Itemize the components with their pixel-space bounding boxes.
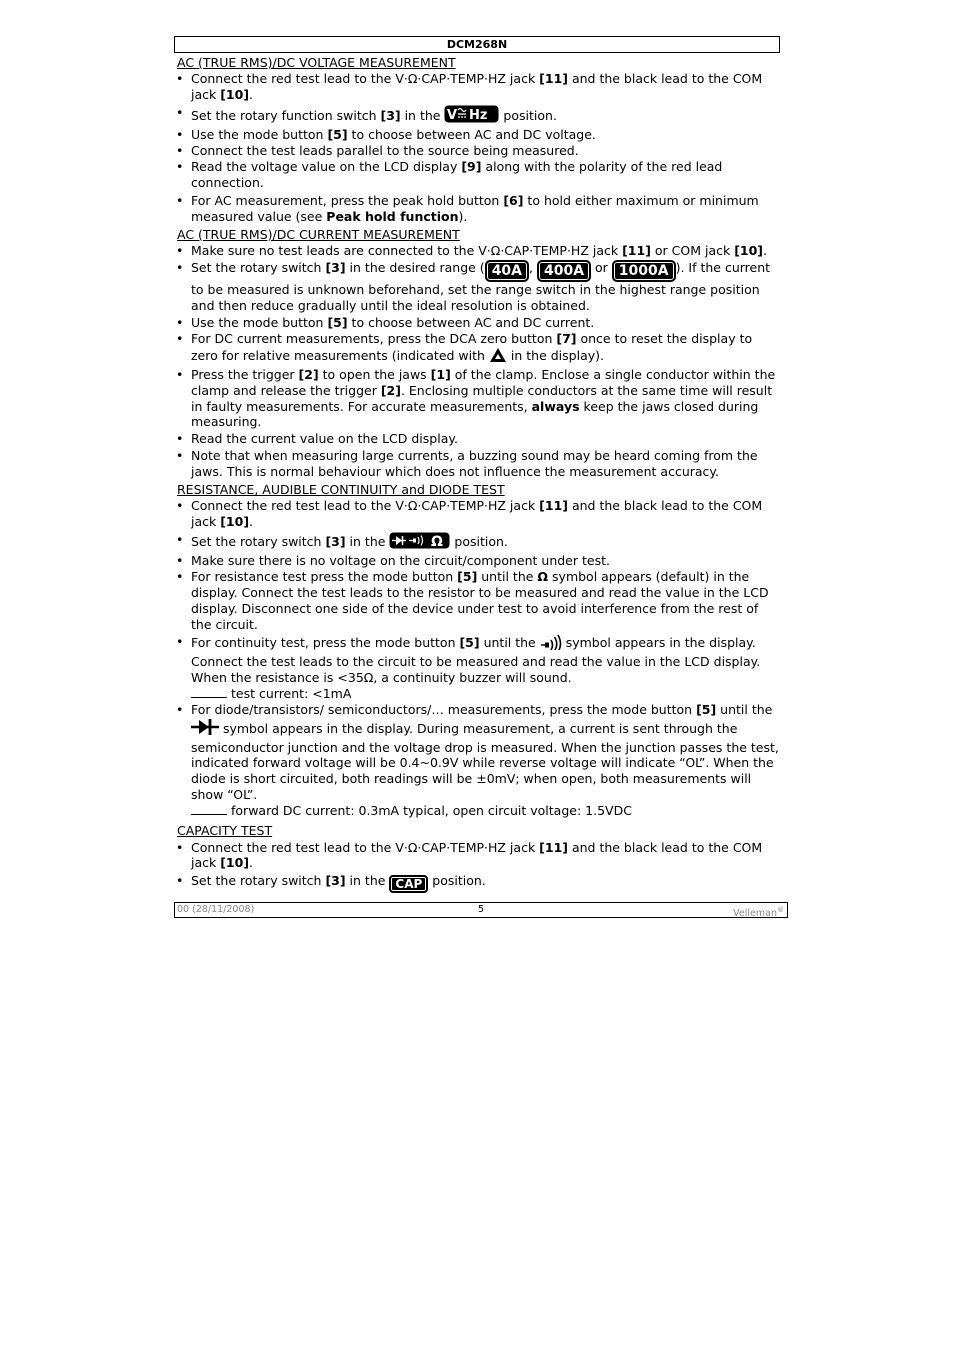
list-item: • Connect the test leads parallel to the source being measured. bbox=[174, 143, 780, 159]
capacity-steps bbox=[174, 840, 780, 894]
manual-page bbox=[174, 36, 780, 894]
section-title-voltage: AC (TRUE RMS)/DC VOLTAGE MEASUREMENT bbox=[177, 55, 456, 70]
svg-text:Ω: Ω bbox=[431, 533, 444, 549]
section-title-capacity: CAPACITY TEST bbox=[177, 822, 273, 838]
continuity-note: test current: <1mA bbox=[191, 686, 780, 702]
diode-icon bbox=[191, 718, 219, 740]
resistance-steps bbox=[174, 498, 780, 819]
list-item: • For diode/transistors/ semiconductors/… measurements, press the mode button [5] until the symbol appears in the display. During measurement, a current is sent through the semiconductor junction and the voltage drop is measured. When the junction passes the test, indicated forward voltage will be 0.4~0.9V while reverse voltage will indicate “OL”. When the diode is short circuited, both readings will be ±0mV; when open, both measurements will show “OL”. forward DC current: 0.3mA typical, open circuit voltage: 1.5VDC bbox=[174, 702, 780, 819]
list-item: • Set the rotary function switch [3] in the V Hz position. bbox=[174, 105, 780, 127]
list-item: • Note that when measuring large currents, a buzzing sound may be heard coming from the jaws. This is normal behaviour which does not influence the measurement accuracy. bbox=[174, 448, 780, 480]
list-item: • For DC current measurements, press the DCA zero button [7] once to reset the display to zero for relative measurements (indicated with in the display). bbox=[174, 331, 780, 367]
range-40a-icon: 40A bbox=[485, 260, 529, 282]
list-item: • Make sure no test leads are connected to the V·Ω·CAP·TEMP·HZ jack [11] or COM jack [10]. bbox=[174, 243, 780, 259]
page-number: 5 bbox=[477, 904, 485, 915]
section-title-resistance: RESISTANCE, AUDIBLE CONTINUITY and DIODE TEST bbox=[177, 482, 505, 498]
diode-note: forward DC current: 0.3mA typical, open circuit voltage: 1.5VDC bbox=[191, 803, 780, 819]
blank-line bbox=[191, 686, 227, 698]
page-footer bbox=[174, 902, 788, 918]
range-1000a-icon: 1000A bbox=[612, 260, 676, 282]
model-name: DCM268N bbox=[446, 38, 508, 51]
range-400a-icon: 400A bbox=[537, 260, 591, 282]
version-date: 00 (28/11/2008) bbox=[177, 904, 255, 915]
list-item: • For continuity test, press the mode button [5] until the symbol appears in the display. Connect the test leads to the circuit to be measured and read the value in the LCD display. When the resistance is <35Ω, a continuity buzzer will sound. test current: <1mA bbox=[174, 634, 780, 701]
list-item: • Connect the red test lead to the V·Ω·CAP·TEMP·HZ jack [11] and the black lead to the COM jack [10]. bbox=[174, 498, 780, 530]
diode-continuity-ohm-icon bbox=[389, 532, 450, 553]
brand-name: Velleman® bbox=[733, 906, 784, 920]
list-item: • Read the voltage value on the LCD display [9] along with the polarity of the red lead connection. bbox=[174, 159, 780, 191]
cap-icon: CAP bbox=[389, 875, 428, 893]
list-item: • For resistance test press the mode button [5] until the Ω symbol appears (default) in the display. Connect the test leads to the resistor to be measured and read the value in the LCD display. Disconnect one side of the device under test to avoid interference from the rest of the circuit. bbox=[174, 569, 780, 632]
current-steps bbox=[174, 243, 780, 480]
list-item: • Use the mode button [5] to choose between AC and DC voltage. bbox=[174, 127, 780, 143]
delta-icon bbox=[489, 347, 507, 367]
voltage-steps bbox=[174, 71, 780, 225]
list-item: • Set the rotary switch [3] in the desired range ( 40A , 400A or 1000A ). If the current to be measured is unknown beforehand, set the range switch in the highest range position and then reduce gradually until the ideal resolution is obtained. bbox=[174, 260, 780, 314]
list-item: • Connect the red test lead to the V·Ω·CAP·TEMP·HZ jack [11] and the black lead to the COM jack [10]. bbox=[174, 840, 780, 872]
blank-line bbox=[191, 803, 227, 815]
volt-hz-icon bbox=[444, 105, 499, 127]
list-item: • Set the rotary switch [3] in the Ω position. bbox=[174, 532, 780, 553]
list-item: • Make sure there is no voltage on the circuit/component under test. bbox=[174, 553, 780, 569]
list-item: • Use the mode button [5] to choose between AC and DC current. bbox=[174, 315, 780, 331]
list-item: • Connect the red test lead to the V·Ω·CAP·TEMP·HZ jack [11] and the black lead to the COM jack [10]. bbox=[174, 71, 780, 103]
list-item: • Set the rotary switch [3] in the CAP position. bbox=[174, 873, 780, 893]
page-header bbox=[174, 36, 780, 53]
list-item: • Read the current value on the LCD display. bbox=[174, 431, 780, 447]
svg-text:Hz: Hz bbox=[469, 107, 488, 123]
section-title-current: AC (TRUE RMS)/DC CURRENT MEASUREMENT bbox=[177, 226, 460, 242]
list-item: • Press the trigger [2] to open the jaws [1] of the clamp. Enclose a single conductor within the clamp and release the trigger [2]. Enclosing multiple conductors at the same time will result in faulty measurements. For accurate measurements, always keep the jaws closed during measuring. bbox=[174, 367, 780, 430]
continuity-icon bbox=[540, 634, 562, 654]
list-item: • For AC measurement, press the peak hold button [6] to hold either maximum or minimum measured value (see Peak hold function). bbox=[174, 193, 780, 225]
svg-text:V: V bbox=[447, 107, 458, 123]
